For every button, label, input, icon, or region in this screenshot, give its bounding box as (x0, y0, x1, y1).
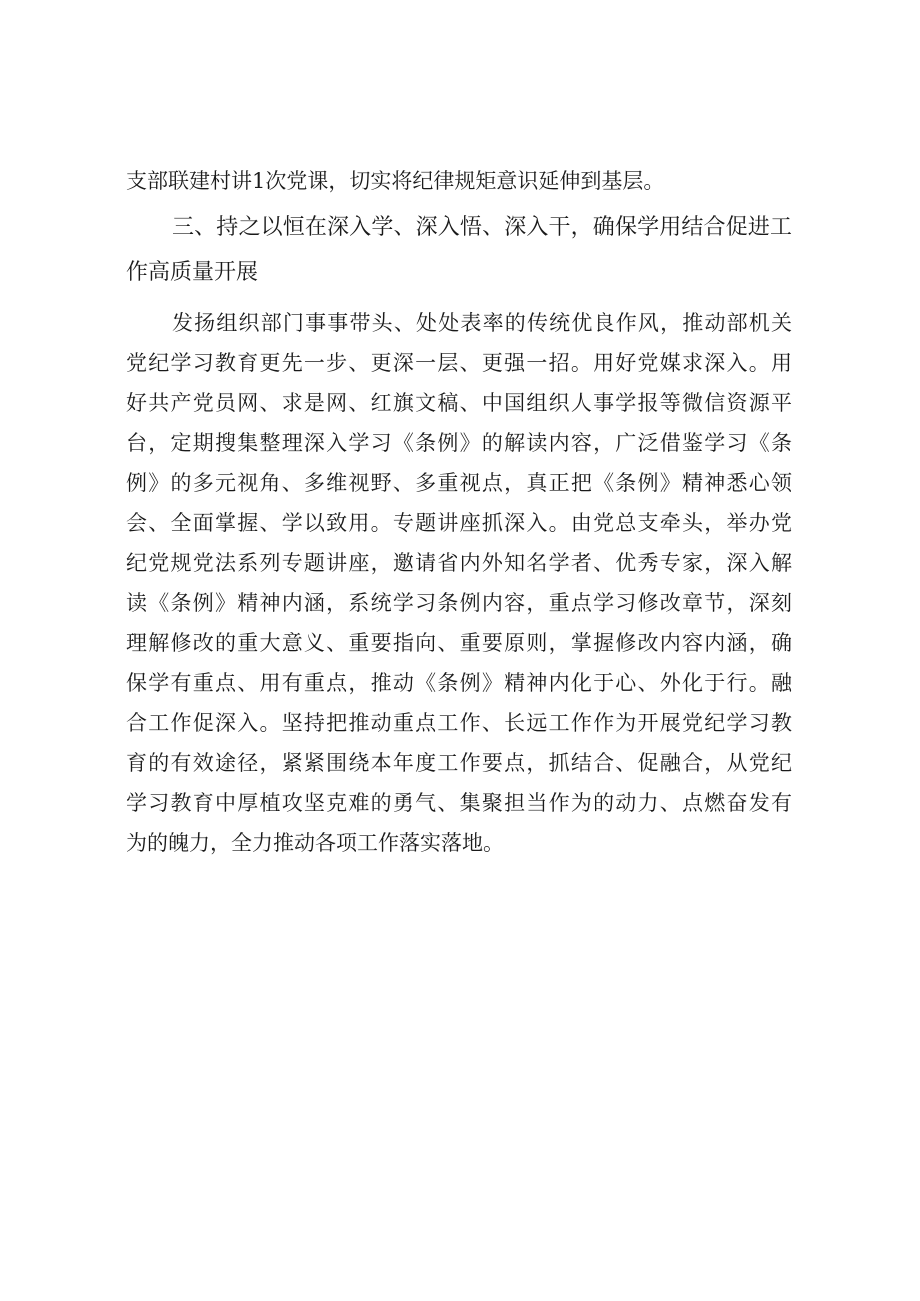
text-line: 支部联建村讲1次党课，切实将纪律规矩意识延伸到基层。 (126, 169, 665, 193)
text-line: 读《条例》精神内涵，系统学习条例内容，重点学习修改章节，深刻 (126, 591, 792, 615)
body-paragraph (126, 303, 792, 863)
text-line: 学习教育中厚植攻坚克难的勇气、集聚担当作为的动力、点燃奋发有 (126, 791, 792, 815)
text-line: 纪党规党法系列专题讲座，邀请省内外知名学者、优秀专家，深入解 (126, 551, 792, 575)
text-line: 会、全面掌握、学以致用。专题讲座抓深入。由党总支牵头，举办党 (126, 511, 792, 535)
text-line: 保学有重点、用有重点，推动《条例》精神内化于心、外化于行。融 (126, 671, 792, 695)
text-line: 为的魄力，全力推动各项工作落实落地。 (126, 831, 504, 855)
text-line: 理解修改的重大意义、重要指向、重要原则，掌握修改内容内涵，确 (126, 631, 792, 655)
text-line: 台，定期搜集整理深入学习《条例》的解读内容，广泛借鉴学习《条 (126, 431, 792, 455)
spacer (126, 295, 792, 303)
text-line: 例》的多元视角、多维视野、多重视点，真正把《条例》精神悉心领 (126, 471, 792, 495)
heading-line: 作高质量开展 (126, 260, 259, 285)
heading-line: 三、持之以恒在深入学、深入悟、深入干，确保学用结合促进工 (172, 215, 792, 240)
text-line: 党纪学习教育更先一步、更深一层、更强一招。用好党媒求深入。用 (126, 351, 792, 375)
document-page (126, 161, 792, 863)
intro-paragraph (126, 161, 792, 201)
text-line: 育的有效途径，紧紧围绕本年度工作要点，抓结合、促融合，从党纪 (126, 751, 792, 775)
section-heading (126, 205, 792, 295)
text-line: 发扬组织部门事事带头、处处表率的传统优良作风，推动部机关 (172, 311, 792, 335)
text-line: 合工作促深入。坚持把推动重点工作、长远工作作为开展党纪学习教 (126, 711, 792, 735)
text-line: 好共产党员网、求是网、红旗文稿、中国组织人事学报等微信资源平 (126, 391, 792, 415)
